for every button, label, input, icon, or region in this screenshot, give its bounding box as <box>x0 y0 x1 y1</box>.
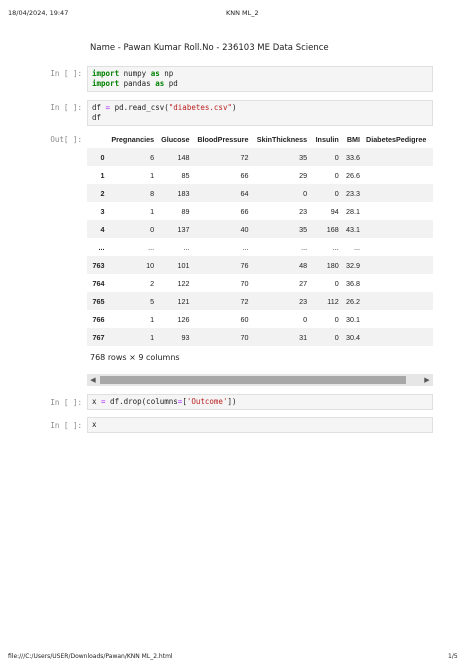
column-header: Insulin <box>315 134 339 144</box>
table-cell: 0 <box>303 188 308 198</box>
code-token: np <box>159 69 174 78</box>
code-operator: = <box>177 397 183 406</box>
table-cell: 0 <box>303 314 308 324</box>
table-cell: 64 <box>240 188 249 198</box>
print-title: KNN ML_2 <box>226 9 259 17</box>
table-cell: 31 <box>299 332 308 342</box>
code-token: df.drop(columns <box>105 397 178 406</box>
table-cell: 180 <box>326 260 339 270</box>
row-index: ... <box>98 242 105 252</box>
row-index: 2 <box>100 188 105 198</box>
table-cell: 0 <box>334 188 339 198</box>
code-cell-imports[interactable] <box>87 66 433 92</box>
table-cell: 121 <box>177 296 190 306</box>
kw-as: as <box>155 79 165 88</box>
table-cell: 40 <box>240 224 249 234</box>
table-cell: 126 <box>177 314 190 324</box>
table-cell: 70 <box>240 278 249 288</box>
table-cell: 60 <box>240 314 249 324</box>
table-cell: 35 <box>299 152 308 162</box>
table-cell: 0 <box>334 152 339 162</box>
table-cell: 32.9 <box>346 260 360 270</box>
table-cell: 89 <box>181 206 190 216</box>
table-cell: 66 <box>240 170 249 180</box>
code-operator: = <box>105 103 111 112</box>
table-cell: 1 <box>150 314 155 324</box>
row-index: 3 <box>100 206 105 216</box>
row-index: 767 <box>92 332 105 342</box>
table-row <box>87 328 433 346</box>
table-row <box>87 256 433 274</box>
row-index: 765 <box>92 296 105 306</box>
row-index: 4 <box>100 224 105 234</box>
table-cell <box>363 328 433 346</box>
cell-4-prompt: In [ ]: <box>50 421 82 430</box>
table-cell: 0 <box>150 224 155 234</box>
row-index: 763 <box>92 260 105 270</box>
scroll-left-icon[interactable]: ◀ <box>90 376 96 384</box>
table-row <box>87 220 433 238</box>
code-token: ) <box>231 103 237 112</box>
table-row-ellipsis <box>87 238 433 256</box>
code-cell-drop[interactable] <box>87 394 433 410</box>
code-token: numpy <box>119 69 151 78</box>
code-cell-read-csv[interactable] <box>87 100 433 126</box>
table-cell <box>363 238 433 256</box>
print-datetime: 18/04/2024, 19:47 <box>8 9 69 17</box>
kw-as: as <box>150 69 160 78</box>
table-cell: 112 <box>327 296 339 306</box>
code-token: pd.read_csv( <box>110 103 169 112</box>
table-cell: 43.1 <box>346 224 360 234</box>
table-cell <box>363 166 433 184</box>
table-cell: ... <box>183 242 190 252</box>
table-cell <box>363 310 433 328</box>
table-cell: 30.4 <box>346 332 360 342</box>
table-cell: 23 <box>299 206 308 216</box>
code-token: df <box>92 113 102 122</box>
table-cell: 137 <box>177 224 190 234</box>
code-token: [ <box>182 397 187 406</box>
code-operator: = <box>101 397 106 406</box>
scroll-right-icon[interactable]: ▶ <box>424 376 430 384</box>
table-cell: 33.6 <box>346 152 360 162</box>
column-header: SkinThickness <box>256 134 308 144</box>
code-token: x <box>92 420 97 429</box>
table-cell: 6 <box>150 152 155 162</box>
table-cell <box>363 274 433 292</box>
code-token: pandas <box>119 79 156 88</box>
table-cell: 70 <box>240 332 249 342</box>
table-cell: 10 <box>146 260 155 270</box>
column-header: Pregnancies <box>111 134 155 144</box>
table-cell: ... <box>354 242 360 252</box>
output-prompt: Out[ ]: <box>50 135 82 144</box>
table-row <box>87 166 433 184</box>
table-cell: 85 <box>181 170 190 180</box>
table-cell: 1 <box>150 170 155 180</box>
code-token: pd <box>164 79 178 88</box>
table-cell: 2 <box>150 278 155 288</box>
table-cell: 26.2 <box>346 296 360 306</box>
table-row <box>87 292 433 310</box>
code-cell-x[interactable] <box>87 417 433 433</box>
table-cell: 101 <box>177 260 190 270</box>
cell-2-prompt: In [ ]: <box>50 103 82 112</box>
table-cell <box>363 148 433 166</box>
print-page-number: 1/5 <box>448 653 458 660</box>
cell-3-prompt: In [ ]: <box>50 398 82 407</box>
horizontal-scrollbar[interactable] <box>87 374 433 386</box>
table-cell: 1 <box>150 332 155 342</box>
column-header: BMI <box>346 134 360 144</box>
index-header <box>87 130 108 148</box>
table-row <box>87 310 433 328</box>
dataframe-table <box>87 130 433 346</box>
table-cell: 26.6 <box>346 170 360 180</box>
dataframe-output <box>87 130 433 348</box>
row-index: 764 <box>92 278 105 288</box>
code-token: ]) <box>227 397 237 406</box>
dataframe-shape-text: 768 rows × 9 columns <box>90 353 180 362</box>
table-cell: 93 <box>181 332 190 342</box>
table-cell: 66 <box>240 206 249 216</box>
table-row <box>87 148 433 166</box>
table-cell: 76 <box>240 260 249 270</box>
table-cell: 0 <box>334 278 339 288</box>
column-header: Glucose <box>161 134 190 144</box>
code-string: 'Outcome' <box>186 397 228 406</box>
table-cell <box>363 184 433 202</box>
table-cell <box>363 202 433 220</box>
table-cell: 36.8 <box>346 278 360 288</box>
table-cell: 94 <box>330 206 339 216</box>
table-cell: 35 <box>299 224 308 234</box>
table-cell: 0 <box>334 314 339 324</box>
table-header-row <box>87 130 433 148</box>
table-cell <box>363 292 433 310</box>
code-token: df <box>92 103 106 112</box>
table-cell: 30.1 <box>346 314 360 324</box>
row-index: 0 <box>100 152 105 162</box>
table-cell: 28.1 <box>346 206 360 216</box>
kw-import: import <box>92 79 120 88</box>
table-cell: 122 <box>177 278 190 288</box>
table-cell: 29 <box>299 170 308 180</box>
table-cell: 5 <box>150 296 155 306</box>
table-cell <box>363 220 433 238</box>
table-cell: 23.3 <box>346 188 360 198</box>
column-header: BloodPressure <box>197 134 249 144</box>
kw-import: import <box>92 69 120 78</box>
row-index: 1 <box>100 170 105 180</box>
table-row <box>87 184 433 202</box>
table-row <box>87 202 433 220</box>
table-row <box>87 274 433 292</box>
table-cell: 0 <box>334 170 339 180</box>
table-cell: 8 <box>150 188 155 198</box>
code-string: "diabetes.csv" <box>168 103 232 112</box>
code-token: x <box>92 397 102 406</box>
table-cell: 23 <box>299 296 308 306</box>
table-cell: 72 <box>240 296 249 306</box>
scrollbar-thumb[interactable] <box>100 376 406 384</box>
table-cell: 72 <box>240 152 249 162</box>
column-header: DiabetesPedigree <box>366 134 427 144</box>
table-cell: 148 <box>177 152 190 162</box>
table-cell: ... <box>148 242 155 252</box>
table-cell: 183 <box>177 188 190 198</box>
table-cell: 27 <box>299 278 308 288</box>
cell-1-prompt: In [ ]: <box>50 69 82 78</box>
table-cell: 48 <box>299 260 308 270</box>
table-cell <box>363 256 433 274</box>
table-cell: 168 <box>326 224 339 234</box>
table-cell: ... <box>242 242 249 252</box>
table-cell: ... <box>301 242 308 252</box>
print-file-path: file:///C:/Users/USER/Downloads/Pawan/KNN ML_2.html <box>8 653 173 660</box>
table-cell: 1 <box>150 206 155 216</box>
markdown-name-line: Name - Pawan Kumar Roll.No - 236103 ME Data Science <box>90 43 329 53</box>
row-index: 766 <box>92 314 105 324</box>
table-cell: ... <box>332 242 339 252</box>
table-cell: 0 <box>334 332 339 342</box>
